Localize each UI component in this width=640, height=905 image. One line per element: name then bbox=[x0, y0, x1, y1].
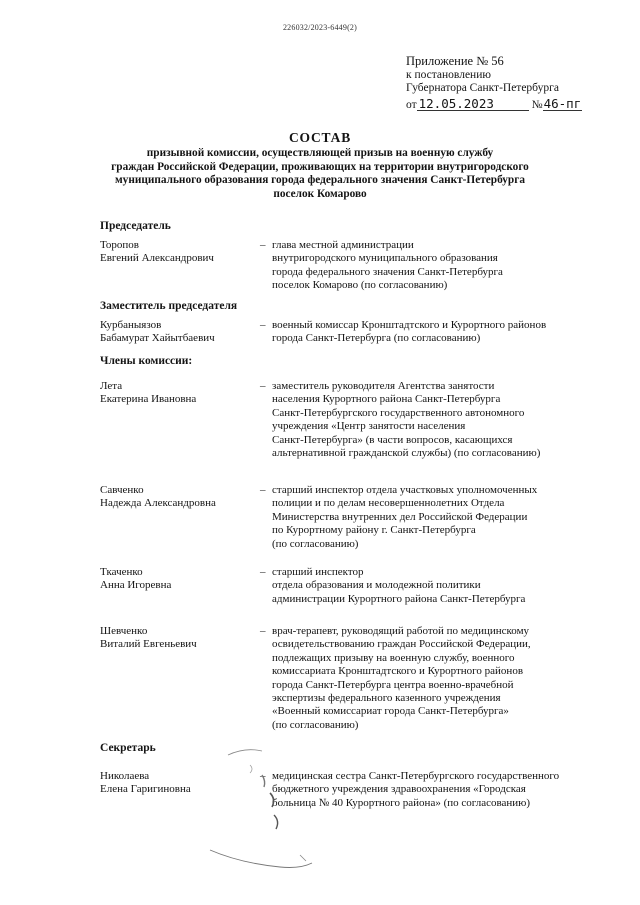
given-names: Евгений Александрович bbox=[100, 252, 214, 265]
position-line: города Санкт-Петербурга центра военно-врачебной bbox=[272, 678, 514, 691]
person-name bbox=[100, 239, 260, 266]
position-line: старший инспектор bbox=[272, 566, 364, 578]
position-line: старший инспектор отдела участковых уполномоченных bbox=[272, 484, 538, 496]
person-position bbox=[272, 770, 632, 810]
position-line: полиции и по делам несовершеннолетних Отдела bbox=[272, 497, 505, 510]
appendix-line: Губернатора Санкт-Петербурга bbox=[406, 82, 559, 94]
person-position bbox=[272, 380, 632, 460]
subtitle-line: муниципального образования города федерального значения Санкт-Петербурга bbox=[114, 174, 525, 186]
position-line: поселок Комарово (по согласованию) bbox=[272, 279, 448, 292]
position-line: экспертизы федерального казенного учреждения bbox=[272, 692, 501, 705]
person-position bbox=[272, 566, 632, 606]
given-names: Анна Игоревна bbox=[100, 579, 172, 592]
position-line: медицинская сестра Санкт-Петербургского государственного bbox=[272, 770, 560, 782]
position-line: учреждения «Центр занятости населения bbox=[272, 420, 466, 433]
surname: Лета bbox=[100, 380, 123, 392]
position-line: отдела образования и молодежной политики bbox=[272, 579, 481, 592]
person-position bbox=[272, 319, 632, 346]
surname: Николаева bbox=[100, 770, 150, 782]
dash: – bbox=[260, 319, 266, 331]
section-chairman: Председатель bbox=[100, 220, 171, 232]
person-name bbox=[100, 319, 260, 346]
position-line: (по согласованию) bbox=[272, 718, 359, 731]
dash: – bbox=[260, 380, 266, 392]
position-line: больница № 40 Курортного района» (по согласованию) bbox=[272, 796, 531, 809]
position-line: альтернативной гражданской службы) (по согласованию) bbox=[272, 447, 541, 460]
position-line: города Санкт-Петербурга (по согласованию) bbox=[272, 332, 481, 345]
subtitle-line: поселок Комарово bbox=[273, 187, 367, 200]
surname: Савченко bbox=[100, 484, 144, 496]
position-line: администрации Курортного района Санкт-Петербурга bbox=[272, 592, 526, 605]
position-line: комиссариата Кронштадтского и Курортного районов bbox=[272, 665, 524, 678]
person-position bbox=[272, 239, 632, 293]
subtitle-line: граждан Российской Федерации, проживающих на территории внутригородского bbox=[111, 160, 529, 173]
position-line: населения Курортного района Санкт-Петербурга bbox=[272, 393, 501, 406]
dash: – bbox=[260, 625, 266, 637]
number-prefix: № bbox=[531, 98, 543, 111]
appendix-block bbox=[406, 55, 606, 112]
person-position bbox=[272, 484, 632, 551]
position-line: освидетельствованию граждан Российской Федерации, bbox=[272, 638, 531, 651]
position-line: военный комиссар Кронштадтского и Курортного районов bbox=[272, 319, 547, 331]
position-line: глава местной администрации bbox=[272, 239, 414, 251]
position-line: города федерального значения Санкт-Петербурга bbox=[272, 265, 503, 278]
appendix-date-line bbox=[406, 97, 606, 113]
document-number: 226032/2023-6449(2) bbox=[282, 23, 357, 32]
position-line: «Военный комиссариат города Санкт-Петербурга» bbox=[272, 705, 509, 718]
dash: – bbox=[260, 484, 266, 496]
section-members: Члены комиссии: bbox=[100, 355, 193, 367]
person-name bbox=[100, 770, 260, 797]
position-line: бюджетного учреждения здравоохранения «Городская bbox=[272, 783, 526, 796]
document-title: СОСТАВ bbox=[288, 130, 352, 145]
appendix-number: 46-пг bbox=[543, 95, 582, 111]
dash: – bbox=[260, 566, 266, 578]
subtitle-line: призывной комиссии, осуществляющей призыв на военную службу bbox=[146, 147, 494, 159]
appendix-line: Приложение № 56 bbox=[406, 54, 504, 68]
given-names: Надежда Александровна bbox=[100, 497, 216, 510]
position-line: внутригородского муниципального образования bbox=[272, 252, 498, 265]
person-name bbox=[100, 625, 260, 652]
given-names: Елена Гаригиновна bbox=[100, 783, 191, 796]
appendix-date: 12.05.2023 bbox=[417, 97, 529, 111]
person-name bbox=[100, 566, 260, 593]
appendix-line: к постановлению bbox=[406, 68, 491, 81]
given-names: Екатерина Ивановна bbox=[100, 393, 197, 406]
surname: Торопов bbox=[100, 239, 139, 251]
position-line: Министерства внутренних дел Российской Федерации bbox=[272, 510, 528, 523]
position-line: Санкт-Петербурга» (в части вопросов, касающихся bbox=[272, 433, 513, 446]
person-name bbox=[100, 380, 260, 407]
position-line: по Курортному району г. Санкт-Петербурга bbox=[272, 524, 476, 537]
position-line: заместитель руководителя Агентства занятости bbox=[272, 380, 495, 392]
section-secretary: Секретарь bbox=[100, 742, 156, 754]
surname: Шевченко bbox=[100, 625, 148, 637]
position-line: врач-терапевт, руководящий работой по медицинскому bbox=[272, 625, 530, 637]
section-deputy: Заместитель председателя bbox=[100, 300, 238, 312]
date-prefix: от bbox=[406, 98, 417, 111]
position-line: (по согласованию) bbox=[272, 537, 359, 550]
position-line: подлежащих призыву на военную службу, военного bbox=[272, 651, 515, 664]
given-names: Виталий Евгеньевич bbox=[100, 638, 197, 651]
given-names: Бабамурат Хайытбаевич bbox=[100, 332, 215, 345]
surname: Курбаныязов bbox=[100, 319, 162, 331]
person-name bbox=[100, 484, 260, 511]
position-line: Санкт-Петербургского государственного автономного bbox=[272, 406, 525, 419]
document-subtitle bbox=[80, 147, 560, 201]
dash: – bbox=[260, 770, 266, 782]
surname: Ткаченко bbox=[100, 566, 143, 578]
person-position bbox=[272, 625, 632, 732]
dash: – bbox=[260, 239, 266, 251]
